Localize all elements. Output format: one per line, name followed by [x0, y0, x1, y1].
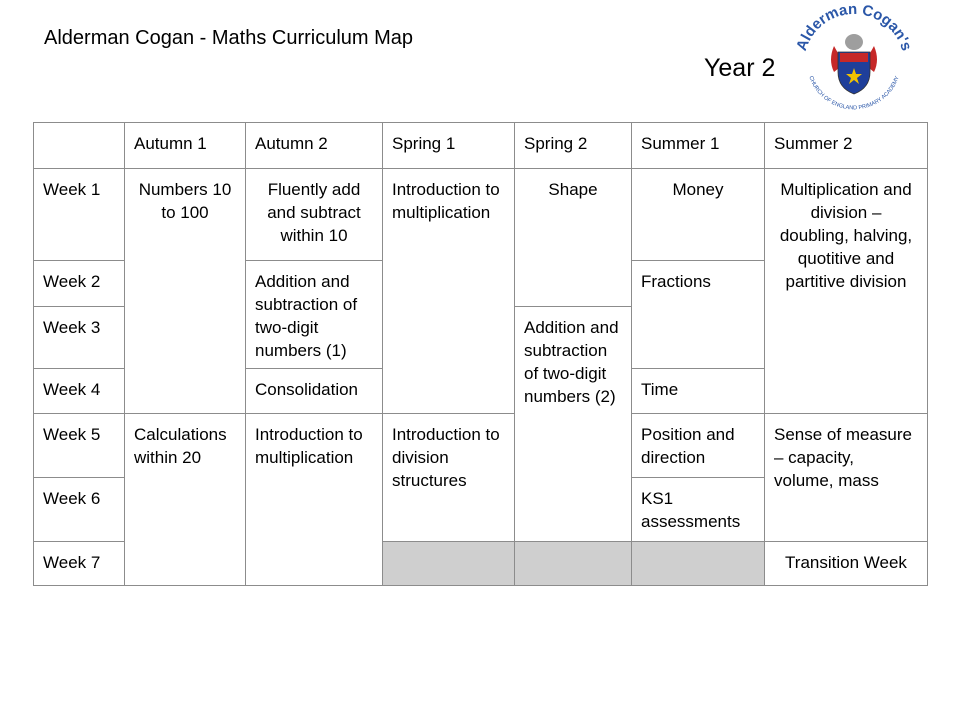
column-header: Autumn 1 [125, 123, 246, 169]
week-label: Week 1 [34, 169, 125, 261]
logo-arc-text: Alderman Cogan's [793, 2, 915, 54]
week-label: Week 2 [34, 261, 125, 307]
week-row [34, 414, 928, 478]
week-label: Week 5 [34, 414, 125, 478]
helmet-icon [845, 34, 863, 50]
curriculum-table [33, 122, 928, 586]
unit-cell: Addition and subtraction of two-digit numbers (1) [246, 261, 383, 369]
unit-cell: Introduction to multiplication [383, 169, 515, 414]
unit-cell: KS1 assessments [632, 478, 765, 542]
year-label: Year 2 [704, 54, 776, 82]
unit-cell: Introduction to division structures [383, 414, 515, 542]
unit-cell: Fluently add and subtract within 10 [246, 169, 383, 261]
logo-sub-text: CHURCH OF ENGLAND PRIMARY ACADEMY [807, 75, 901, 112]
column-header: Summer 2 [765, 123, 928, 169]
column-header: Autumn 2 [246, 123, 383, 169]
unit-cell: Transition Week [765, 542, 928, 586]
header-row [34, 123, 928, 169]
column-header: Summer 1 [632, 123, 765, 169]
unit-cell: Money [632, 169, 765, 261]
column-header: Spring 2 [515, 123, 632, 169]
school-logo [790, 2, 918, 120]
week-row [34, 169, 928, 261]
unit-cell: Position and direction [632, 414, 765, 478]
week-label: Week 4 [34, 369, 125, 414]
unit-cell: Shape [515, 169, 632, 307]
page-title: Alderman Cogan - Maths Curriculum Map [44, 27, 414, 49]
unit-cell: Numbers 10 to 100 [125, 169, 246, 414]
unit-cell: Multiplication and division – doubling, halving, quotitive and partitive division [765, 169, 928, 414]
week-label: Week 7 [34, 542, 125, 586]
unit-cell: Addition and subtraction of two-digit numbers (2) [515, 307, 632, 542]
unit-cell: Fractions [632, 261, 765, 369]
empty-cell [632, 542, 765, 586]
column-header: Spring 1 [383, 123, 515, 169]
empty-cell [383, 542, 515, 586]
empty-cell [515, 542, 632, 586]
week-label: Week 6 [34, 478, 125, 542]
unit-cell: Introduction to multiplication [246, 414, 383, 586]
unit-cell: Calculations within 20 [125, 414, 246, 586]
corner-cell [34, 123, 125, 169]
week-label: Week 3 [34, 307, 125, 369]
unit-cell: Time [632, 369, 765, 414]
unit-cell: Sense of measure – capacity, volume, mass [765, 414, 928, 542]
unit-cell: Consolidation [246, 369, 383, 414]
